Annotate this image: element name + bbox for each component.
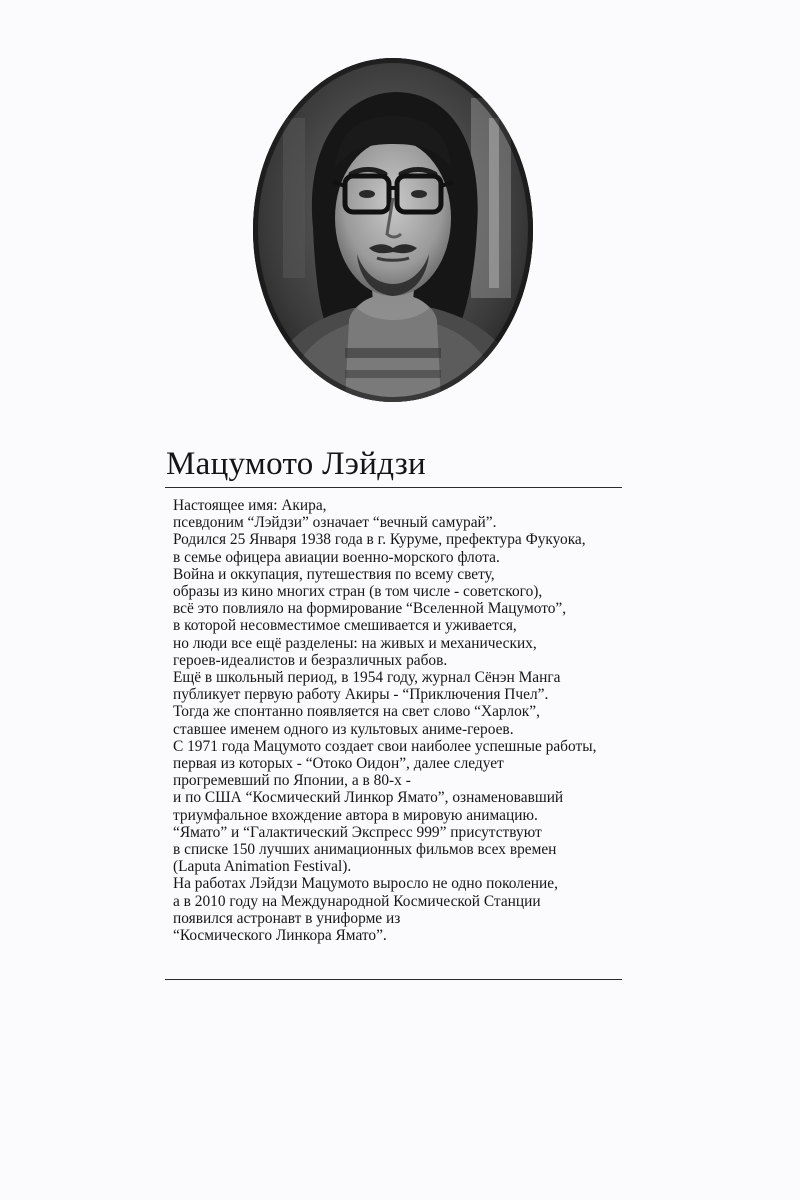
bio-line: появился астронавт в униформе из — [173, 909, 401, 927]
bio-line: “Космического Линкора Ямато”. — [173, 927, 387, 945]
bio-line: но люди все ещё разделены: на живых и механических, — [173, 634, 537, 652]
bio-line: и по США “Космический Линкор Ямато”, ознаменовавший — [173, 789, 564, 807]
bio-line: публикует первую работу Акиры - “Приключения Пчел”. — [173, 686, 549, 704]
bio-line: в которой несовместимое смешивается и уживается, — [173, 617, 517, 635]
bio-line: Ещё в школьный период, в 1954 году, журнал Сёнэн Манга — [173, 669, 561, 687]
bio-line: героев-идеалистов и безразличных рабов. — [173, 651, 448, 669]
bio-line: Настоящее имя: Акира, — [173, 497, 327, 514]
bio-line: в семье офицера авиации военно-морского флота. — [173, 548, 500, 566]
portrait-illustration — [253, 58, 533, 402]
bio-line: прогремевший по Японии, а в 80-х - — [173, 772, 411, 790]
title-divider — [165, 487, 622, 488]
bio-line: (Laputa Animation Festival). — [173, 858, 352, 876]
biography-text — [173, 497, 693, 944]
bio-line: а в 2010 году на Международной Космической Станции — [173, 892, 541, 910]
bio-line: псевдоним “Лэйдзи” означает “вечный самурай”. — [173, 514, 497, 532]
bio-line: На работах Лэйдзи Мацумото выросло не одно поколение, — [173, 875, 558, 893]
bio-line: “Ямато” и “Галактический Экспресс 999” присутствуют — [173, 823, 542, 841]
bio-line: первая из которых - “Отоко Оидон”, далее следует — [173, 755, 504, 773]
bio-line: Родился 25 Января 1938 года в г. Куруме, префектура Фукуока, — [173, 531, 586, 549]
bio-line: всё это повлияло на формирование “Вселенной Мацумото”, — [173, 600, 567, 618]
bio-line: образы из кино многих стран (в том числе - советского), — [173, 583, 543, 601]
page-title: Мацумото Лэйдзи — [166, 446, 426, 482]
bio-line: в списке 150 лучших анимационных фильмов всех времен — [173, 841, 557, 859]
portrait-photo — [253, 58, 533, 402]
bio-line: Тогда же спонтанно появляется на свет слово “Харлок”, — [173, 703, 540, 721]
bio-line: С 1971 года Мацумото создает свои наиболее успешные работы, — [173, 737, 597, 755]
bottom-divider — [165, 979, 622, 980]
bio-line: Война и оккупация, путешествия по всему свету, — [173, 565, 495, 583]
bio-line: триумфальное вхождение автора в мировую анимацию. — [173, 806, 538, 824]
bio-line: ставшее именем одного из культовых аниме-героев. — [173, 720, 514, 738]
